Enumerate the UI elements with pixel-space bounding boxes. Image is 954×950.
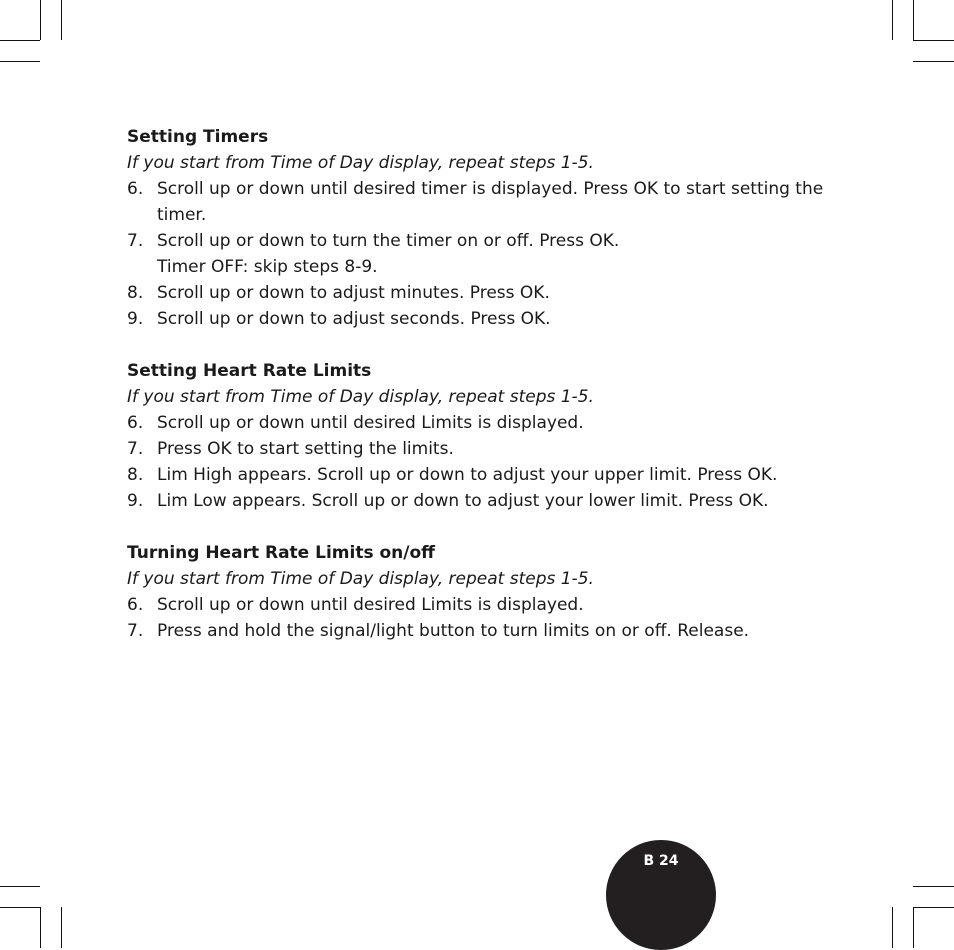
- section-limits-on-off: [127, 540, 847, 644]
- section-subtitle: If you start from Time of Day display, repeat steps 1-5.: [127, 387, 594, 407]
- section-title: Setting Timers: [127, 127, 269, 147]
- list-item: [127, 410, 847, 436]
- step-text-wrap: [157, 228, 847, 280]
- crop-mark: [0, 907, 40, 908]
- crop-mark: [913, 0, 914, 40]
- step-text: Scroll up or down until desired Limits is displayed.: [157, 595, 584, 615]
- step-text: Scroll up or down to adjust seconds. Press OK.: [157, 309, 551, 329]
- section-subtitle: If you start from Time of Day display, repeat steps 1-5.: [127, 153, 594, 173]
- section-title: Setting Heart Rate Limits: [127, 361, 372, 381]
- section-title: Turning Heart Rate Limits on/off: [127, 543, 435, 563]
- list-item: [127, 462, 847, 488]
- step-text: Lim High appears. Scroll up or down to adjust your upper limit. Press OK.: [157, 465, 778, 485]
- step-number: 7.: [127, 621, 144, 641]
- crop-mark: [913, 40, 954, 41]
- crop-mark: [0, 61, 40, 62]
- crop-mark: [913, 907, 914, 948]
- crop-mark: [40, 0, 41, 40]
- crop-mark: [61, 0, 62, 40]
- crop-mark: [913, 886, 954, 887]
- step-note: Timer OFF: skip steps 8-9.: [157, 257, 378, 277]
- list-item: [127, 306, 847, 332]
- list-item: [127, 488, 847, 514]
- step-number: 7.: [127, 231, 144, 251]
- list-item: [127, 228, 847, 280]
- step-number: 8.: [127, 465, 144, 485]
- step-text: Scroll up or down until desired timer is displayed. Press OK to start setting the timer.: [157, 179, 824, 225]
- page-number-badge: [606, 840, 716, 950]
- crop-mark: [913, 907, 954, 908]
- step-number: 6.: [127, 413, 144, 433]
- section-subtitle: If you start from Time of Day display, repeat steps 1-5.: [127, 569, 594, 589]
- step-text: Press OK to start setting the limits.: [157, 439, 454, 459]
- list-item: [127, 592, 847, 618]
- step-text: Press and hold the signal/light button to turn limits on or off. Release.: [157, 621, 750, 641]
- step-list: [127, 176, 847, 332]
- crop-mark: [0, 40, 40, 41]
- list-item: [127, 618, 847, 644]
- step-text: Scroll up or down until desired Limits is displayed.: [157, 413, 584, 433]
- step-number: 9.: [127, 309, 144, 329]
- step-list: [127, 592, 847, 644]
- crop-mark: [913, 61, 954, 62]
- step-number: 6.: [127, 179, 144, 199]
- crop-mark: [0, 886, 40, 887]
- step-text: Scroll up or down to turn the timer on or off. Press OK.: [157, 231, 620, 251]
- crop-mark: [892, 907, 893, 948]
- section-setting-timers: [127, 124, 847, 332]
- page-number: B 24: [643, 853, 679, 869]
- step-text: Lim Low appears. Scroll up or down to adjust your lower limit. Press OK.: [157, 491, 769, 511]
- manual-content: [127, 124, 847, 644]
- step-text: Scroll up or down to adjust minutes. Press OK.: [157, 283, 550, 303]
- list-item: [127, 436, 847, 462]
- list-item: [127, 280, 847, 306]
- list-item: [127, 176, 847, 228]
- step-number: 7.: [127, 439, 144, 459]
- crop-mark: [892, 0, 893, 40]
- crop-mark: [40, 907, 41, 948]
- step-number: 9.: [127, 491, 144, 511]
- crop-mark: [61, 907, 62, 948]
- step-number: 6.: [127, 595, 144, 615]
- step-list: [127, 410, 847, 514]
- section-heart-rate-limits: [127, 358, 847, 514]
- step-number: 8.: [127, 283, 144, 303]
